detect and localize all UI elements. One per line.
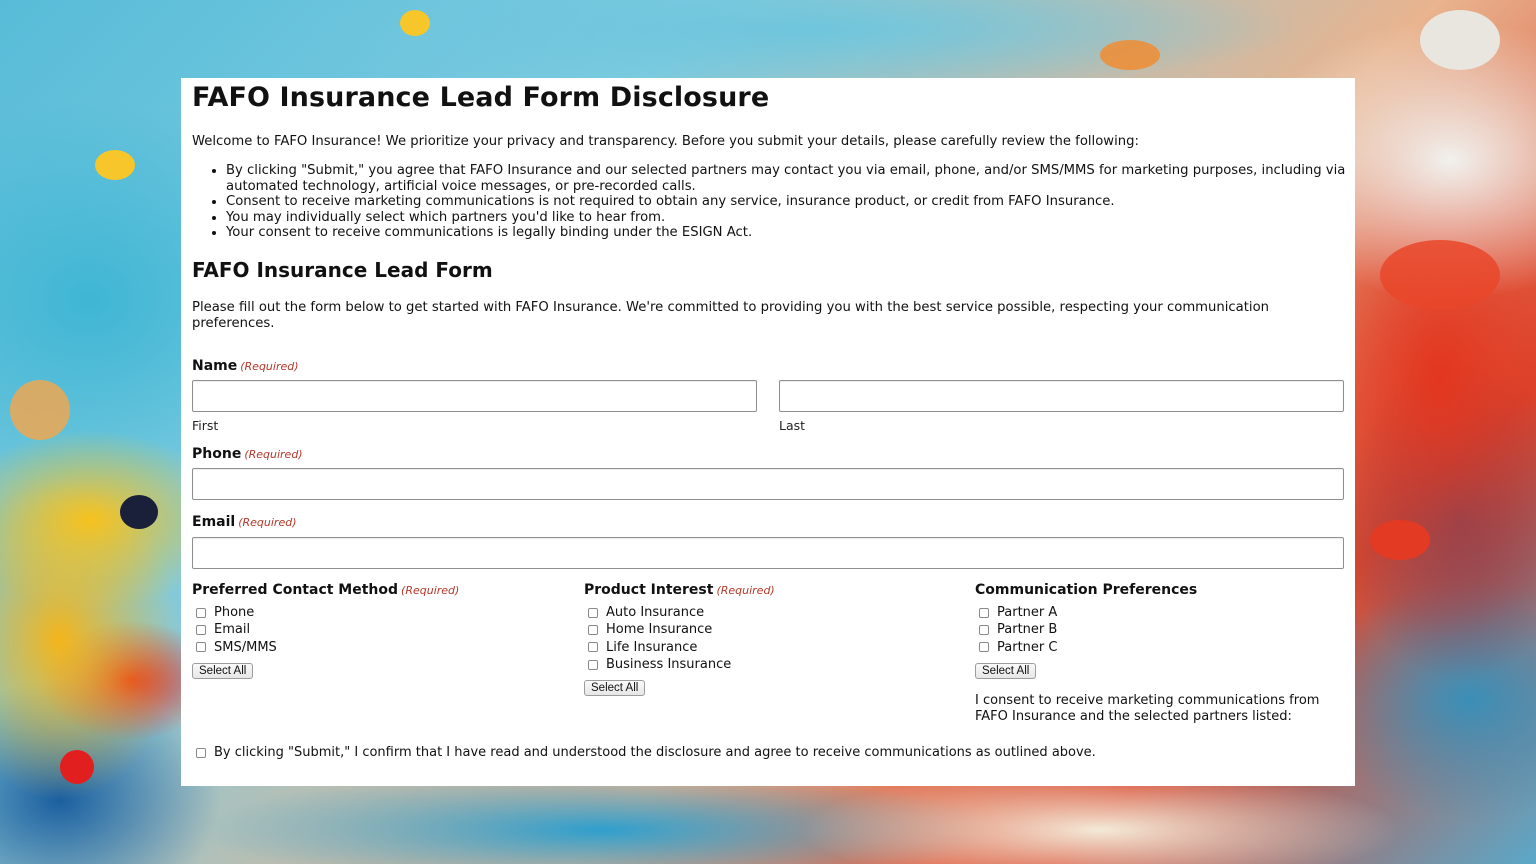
product-option-life[interactable]: Life Insurance bbox=[584, 639, 964, 656]
background-splat bbox=[1380, 240, 1500, 310]
background-splat bbox=[1420, 10, 1500, 70]
checkbox[interactable] bbox=[588, 625, 598, 635]
background-splat bbox=[1370, 520, 1430, 560]
required-tag: (Required) bbox=[244, 448, 303, 461]
disclosure-intro: Welcome to FAFO Insurance! We prioritize your privacy and transparency. Before you submit your details, please carefully review the following: bbox=[192, 134, 1139, 149]
final-consent-checkbox-row[interactable] bbox=[192, 745, 1096, 760]
product-select-all-button[interactable]: Select All bbox=[584, 680, 645, 696]
phone-label: Phone (Required) bbox=[192, 446, 303, 462]
background-splat bbox=[10, 380, 70, 440]
email-label: Email (Required) bbox=[192, 514, 297, 530]
checkbox[interactable] bbox=[196, 625, 206, 635]
checkbox[interactable] bbox=[196, 748, 206, 758]
name-label: Name (Required) bbox=[192, 358, 299, 374]
contact-method-group bbox=[192, 582, 572, 679]
background-splat bbox=[60, 750, 94, 784]
disclosure-bullet: • By clicking "Submit," you agree that FAFO Insurance and our selected partners may contact you via email, phone, and/or SMS/MMS for marketing purposes, including via automated technology, artificial voice messages, or pre-recorded calls. bbox=[226, 163, 1376, 194]
contact-select-all-button[interactable]: Select All bbox=[192, 663, 253, 679]
required-tag: (Required) bbox=[238, 516, 297, 529]
partner-option-a[interactable]: Partner A bbox=[975, 604, 1355, 621]
communication-preferences-group bbox=[975, 582, 1355, 725]
required-tag: (Required) bbox=[716, 584, 775, 597]
disclosure-bullet: • Your consent to receive communications is legally binding under the ESIGN Act. bbox=[226, 225, 1376, 241]
checkbox[interactable] bbox=[588, 608, 598, 618]
checkbox[interactable] bbox=[196, 608, 206, 618]
product-option-business[interactable]: Business Insurance bbox=[584, 656, 964, 673]
checkbox[interactable] bbox=[196, 642, 206, 652]
disclosure-bullet-list bbox=[192, 163, 1376, 241]
checkbox[interactable] bbox=[979, 642, 989, 652]
required-tag: (Required) bbox=[240, 360, 299, 373]
background-splat bbox=[95, 150, 135, 180]
product-interest-label: Product Interest (Required) bbox=[584, 582, 775, 598]
checkbox[interactable] bbox=[979, 608, 989, 618]
partner-option-c[interactable]: Partner C bbox=[975, 639, 1355, 656]
product-option-home[interactable]: Home Insurance bbox=[584, 621, 964, 638]
background-splat bbox=[1100, 40, 1160, 70]
contact-method-label: Preferred Contact Method (Required) bbox=[192, 582, 460, 598]
checkbox[interactable] bbox=[588, 660, 598, 670]
contact-option-phone[interactable]: Phone bbox=[192, 604, 572, 621]
last-name-input[interactable] bbox=[779, 380, 1344, 412]
background-splat bbox=[400, 10, 430, 36]
partner-select-all-button[interactable]: Select All bbox=[975, 663, 1036, 679]
contact-option-email[interactable]: Email bbox=[192, 621, 572, 638]
partner-consent-note: I consent to receive marketing communications from FAFO Insurance and the selected partners listed: bbox=[975, 692, 1320, 724]
contact-option-sms[interactable]: SMS/MMS bbox=[192, 639, 572, 656]
form-title: FAFO Insurance Lead Form bbox=[192, 258, 493, 282]
required-tag: (Required) bbox=[401, 584, 460, 597]
disclosure-form-panel bbox=[181, 78, 1355, 786]
final-consent-text: By clicking "Submit," I confirm that I have read and understood the disclosure and agree to receive communications as outlined above. bbox=[214, 745, 1096, 760]
first-name-sublabel: First bbox=[192, 418, 219, 433]
last-name-sublabel: Last bbox=[779, 418, 806, 433]
first-name-input[interactable] bbox=[192, 380, 757, 412]
communication-preferences-label: Communication Preferences bbox=[975, 582, 1198, 598]
product-option-auto[interactable]: Auto Insurance bbox=[584, 604, 964, 621]
page-title: FAFO Insurance Lead Form Disclosure bbox=[192, 82, 770, 113]
background-splat bbox=[120, 495, 158, 529]
product-interest-group bbox=[584, 582, 964, 696]
phone-input[interactable] bbox=[192, 468, 1344, 500]
checkbox[interactable] bbox=[588, 642, 598, 652]
checkbox[interactable] bbox=[979, 625, 989, 635]
email-input[interactable] bbox=[192, 537, 1344, 569]
form-description: Please fill out the form below to get started with FAFO Insurance. We're committed to providing you with the best service possible, respecting your communication preferences. bbox=[192, 300, 1269, 331]
partner-option-b[interactable]: Partner B bbox=[975, 621, 1355, 638]
disclosure-bullet: • Consent to receive marketing communications is not required to obtain any service, insurance product, or credit from FAFO Insurance. bbox=[226, 194, 1376, 210]
disclosure-bullet: • You may individually select which partners you'd like to hear from. bbox=[226, 210, 1376, 226]
